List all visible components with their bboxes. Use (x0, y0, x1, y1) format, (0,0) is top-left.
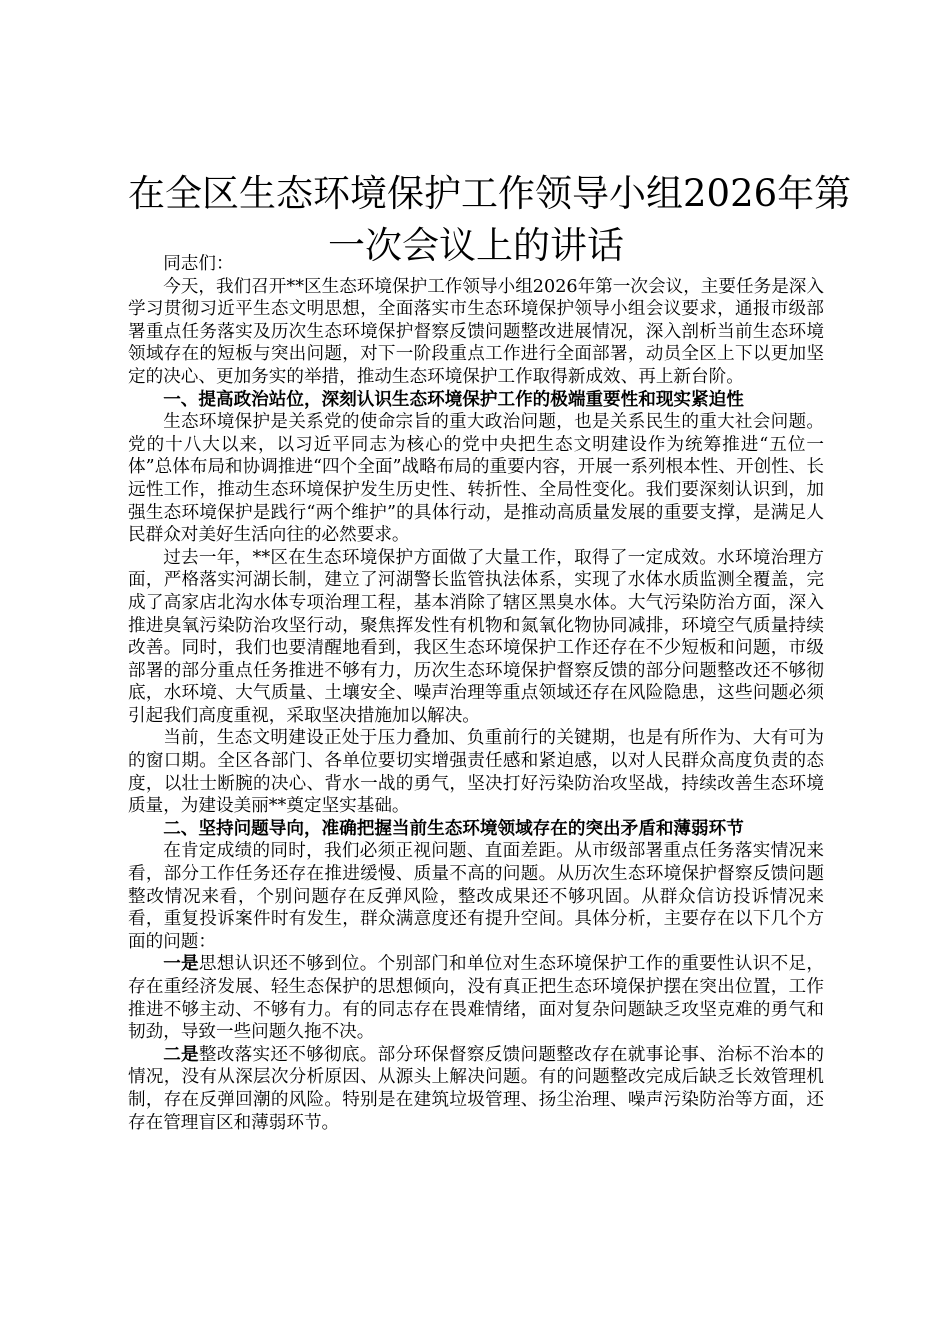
title-line-1: 在全区生态环境保护工作领导小组2026年第 (128, 172, 852, 215)
intro-paragraph: 今天，我们召开**区生态环境保护工作领导小组2026年第一次会议，主要任务是深入学习贯彻习近平生态文明思想，全面落实市生态环境保护领导小组会议要求，通报市级部署重点任务落实及历次生态环境保护督察反馈问题整改进展情况，深入剖析当前生态环境领域存在的短板与突出问题，对下一阶段重点工作进行全面部署，动员全区上下以更加坚定的决心、更加务实的举措，推动生态环境保护工作取得新成效、再上新台阶。 (128, 276, 824, 387)
point-2-lead: 二是 (163, 1043, 199, 1065)
section-2-paragraph-1: 在肯定成绩的同时，我们必须正视问题、直面差距。从市级部署重点任务落实情况来看，部分工作任务还存在推进缓慢、质量不高的问题。从历次生态环境保护督察反馈问题整改情况来看，个别问题存在反弹风险，整改成果还不够巩固。从群众信访投诉情况来看，重复投诉案件时有发生，群众满意度还有提升空间。具体分析，主要存在以下几个方面的问题： (128, 841, 824, 952)
section-2-paragraph-2 (128, 953, 824, 1043)
section-1-paragraph-1: 生态环境保护是关系党的使命宗旨的重大政治问题，也是关系民生的重大社会问题。党的十八大以来，以习近平同志为核心的党中央把生态文明建设作为统筹推进“五位一体”总体布局和协调推进“四个全面”战略布局的重要内容，开展一系列根本性、开创性、长远性工作，推动生态环境保护发生历史性、转折性、全局性变化。我们要深刻认识到，加强生态环境保护是践行“两个维护”的具体行动，是推动高质量发展的重要支撑，是满足人民群众对美好生活向往的必然要求。 (128, 412, 824, 546)
document-body (128, 253, 824, 1134)
title-line-2: 一次会议上的讲话 (328, 224, 624, 267)
point-1-lead: 一是 (163, 953, 199, 975)
point-1-text: 思想认识还不够到位。个别部门和单位对生态环境保护工作的重要性认识不足，存在重经济发展、轻生态保护的思想倾向，没有真正把生态环境保护摆在突出位置，工作推进不够主动、不够有力。有的同志存在畏难情绪，面对复杂问题缺乏攻坚克难的勇气和韧劲，导致一些问题久拖不决。 (128, 954, 824, 1043)
point-2-text: 整改落实还不够彻底。部分环保督察反馈问题整改存在就事论事、治标不治本的情况，没有从深层次分析原因、从源头上解决问题。有的问题整改完成后缺乏长效管理机制，存在反弹回潮的风险。特别是在建筑垃圾管理、扬尘治理、噪声污染防治等方面，还存在管理盲区和薄弱环节。 (128, 1044, 824, 1133)
section-2-heading: 二、坚持问题导向，准确把握当前生态环境领域存在的突出矛盾和薄弱环节 (163, 817, 744, 839)
section-1-paragraph-2: 过去一年，**区在生态环境保护方面做了大量工作，取得了一定成效。水环境治理方面，严格落实河湖长制，建立了河湖警长监管执法体系，实现了水体水质监测全覆盖，完成了高家店北沟水体专项治理工程，基本消除了辖区黑臭水体。大气污染防治方面，深入推进臭氧污染防治攻坚行动，聚焦挥发性有机物和氮氧化物协同减排，环境空气质量持续改善。同时，我们也要清醒地看到，我区生态环境保护工作还存在不少短板和问题，市级部署的部分重点任务推进不够有力，历次生态环境保护督察反馈的部分问题整改还不够彻底，水环境、大气质量、土壤安全、噪声治理等重点领域还存在风险隐患，这些问题必须引起我们高度重视，采取坚决措施加以解决。 (128, 547, 824, 726)
section-1-paragraph-3: 当前，生态文明建设正处于压力叠加、负重前行的关键期，也是有所作为、大有可为的窗口期。全区各部门、各单位要切实增强责任感和紧迫感，以对人民群众高度负责的态度，以壮士断腕的决心、背水一战的勇气，坚决打好污染防治攻坚战，持续改善生态环境质量，为建设美丽**奠定坚实基础。 (128, 728, 824, 817)
section-1-heading: 一、提高政治站位，深刻认识生态环境保护工作的极端重要性和现实紧迫性 (163, 388, 744, 410)
section-2-paragraph-3 (128, 1044, 824, 1134)
salutation: 同志们： (163, 254, 234, 274)
